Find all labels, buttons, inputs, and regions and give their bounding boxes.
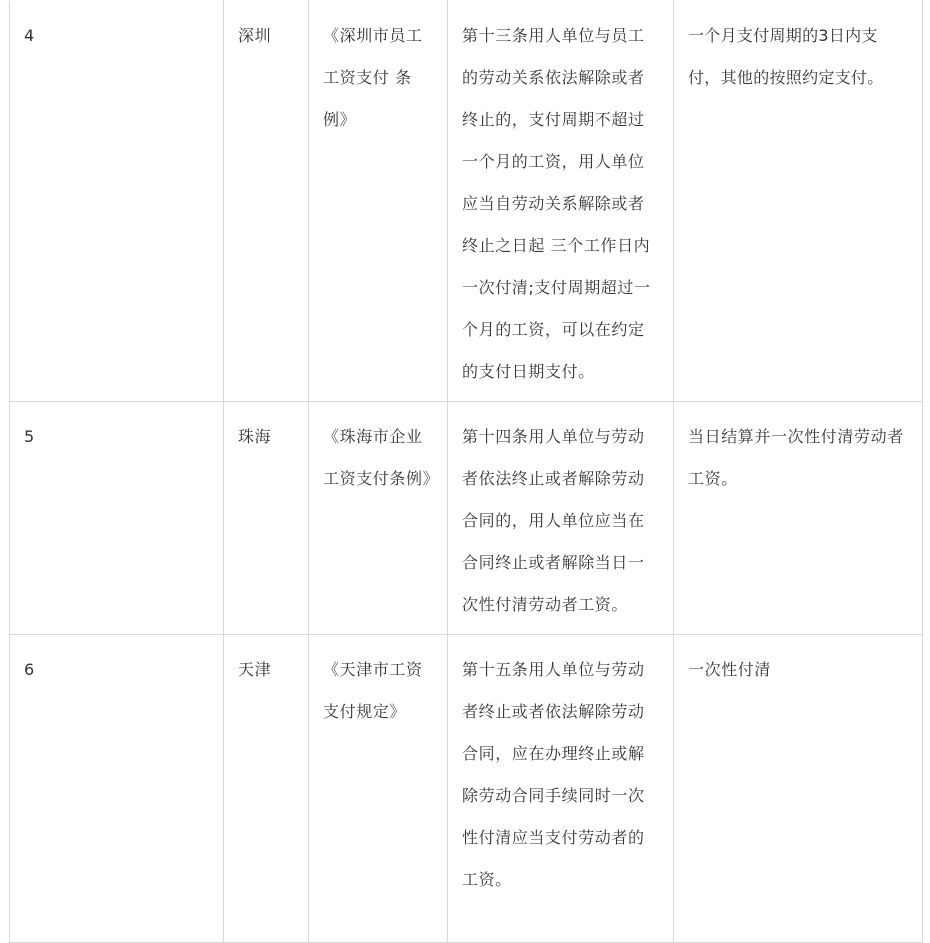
table-row [10,1,923,402]
payment-time-cell: 当日结算并一次性付清劳动者工资。 [674,402,923,635]
wage-regulation-table [9,0,923,943]
table-body [10,1,923,943]
regulation-cell: 《天津市工资支付规定》 [309,635,448,943]
article-cell: 第十五条用人单位与劳动者终止或者依法解除劳动合同，应在办理终止或解除劳动合同手续同时一次性付清应当支付劳动者的工资。 [448,635,674,943]
payment-time-cell: 一个月支付周期的3日内支付，其他的按照约定支付。 [674,1,923,402]
article-cell: 第十四条用人单位与劳动者依法终止或者解除劳动合同的，用人单位应当在合同终止或者解除当日一次性付清劳动者工资。 [448,402,674,635]
city-cell: 珠海 [224,402,309,635]
table-row [10,635,923,943]
city-cell: 天津 [224,635,309,943]
row-number-cell: 5 [10,402,224,635]
regulation-cell: 《深圳市员工工资支付 条例》 [309,1,448,402]
table-row [10,402,923,635]
city-cell: 深圳 [224,1,309,402]
regulation-cell: 《珠海市企业工资支付条例》 [309,402,448,635]
row-number-cell: 4 [10,1,224,402]
article-cell: 第十三条用人单位与员工的劳动关系依法解除或者终止的，支付周期不超过一个月的工资，用人单位应当自劳动关系解除或者终止之日起 三个工作日内一次付清;支付周期超过一个月的工资，可以在约定的支付日期支付。 [448,1,674,402]
row-number-cell: 6 [10,635,224,943]
payment-time-cell: 一次性付清 [674,635,923,943]
